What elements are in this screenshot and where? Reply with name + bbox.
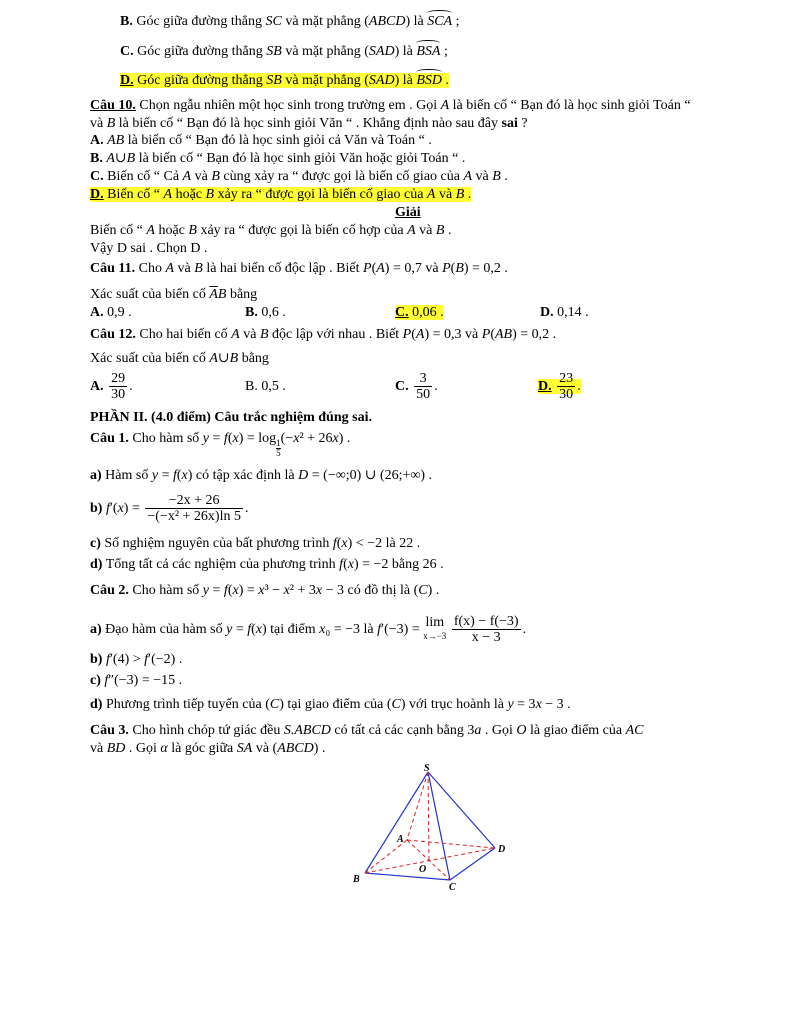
p2q1-stem: Câu 1. Cho hàm số y = f(x) = log $\frac{1}{5}$ (−x² + 26x) .	[90, 431, 351, 458]
q11-option-b: B. 0,6 .	[245, 305, 286, 320]
diagonal-bd	[365, 848, 495, 873]
height-so	[428, 772, 429, 860]
edge-sb	[365, 772, 428, 873]
q11-option-c-answer: C. 0,06 .	[395, 305, 444, 320]
q12-line1: Câu 12. Cho hai biến cố A và B độc lập với nhau . Biết P(A) = 0,3 và P(AB) = 0,2 .	[90, 327, 557, 342]
pyramid-figure	[345, 760, 515, 895]
label-s: S	[424, 763, 430, 774]
edge-bc	[365, 873, 450, 880]
p2q2-d: d) Phương trình tiếp tuyến của (C) tại giao điểm của (C) với trục hoành là y = 3x − 3 .	[90, 697, 571, 712]
edge-sa	[407, 772, 428, 840]
q10-line1: Câu 10. Chọn ngẫu nhiên một học sinh trong trường em . Gọi A là biến cố “ Bạn đó là học sinh giỏi Toán “	[90, 98, 691, 113]
option-b-previous: B. Góc giữa đường thẳng SC và mặt phẳng (ABCD) là SCA ;	[120, 14, 460, 29]
p2q2-a: a) Đạo hàm của hàm số y = f(x) tại điểm x₀ = −3 là f′(−3) = lim x→−3 $\frac{f(x) - f(-3)}{x - 3}$ .	[90, 614, 527, 646]
q10-option-a: A. AB là biến cố “ Bạn đó là học sinh giỏi cả Văn và Toán “ .	[90, 133, 432, 148]
part2-heading: PHẦN II. (4.0 điểm) Câu trắc nghiệm đúng sai.	[90, 410, 372, 425]
p2q3-line1: Câu 3. Cho hình chóp tứ giác đều S.ABCD có tất cả các cạnh bằng 3a . Gọi O là giao điểm của AC	[90, 723, 644, 738]
q11-option-a: A. 0,9 .	[90, 305, 132, 320]
q12-option-a: A. $\frac{29}{30}$ .	[90, 371, 133, 403]
q10-option-c: C. Biến cố “ Cả A và B cùng xảy ra “ được gọi là biến cố giao của A và B .	[90, 169, 508, 184]
label-o: O	[419, 864, 427, 875]
option-d-previous-answer: D. Góc giữa đường thẳng SB và mặt phẳng (SAD) là BSD .	[120, 73, 450, 88]
edge-sd	[428, 772, 495, 848]
solution-title: Giải	[395, 205, 421, 220]
label-c: C	[449, 882, 456, 893]
q10-option-b: B. A∪B là biến cố “ Bạn đó là học sinh giỏi Văn hoặc giỏi Toán “ .	[90, 151, 466, 166]
solution-line1: Biến cố “ A hoặc B xảy ra “ được gọi là biến cố hợp của A và B .	[90, 223, 452, 238]
p2q1-d: d) Tổng tất cả các nghiệm của phương trình f(x) = −2 bằng 26 .	[90, 557, 444, 572]
q10-option-d-answer: D. Biến cố “ A hoặc B xảy ra “ được gọi là biến cố giao của A và B .	[90, 187, 472, 202]
solution-line2: Vậy D sai . Chọn D .	[90, 241, 208, 256]
label-b: B	[353, 874, 360, 885]
q12-option-b: B. 0,5 .	[245, 379, 286, 394]
q11-line2: Xác suất của biến cố $\overline{A}B$ bằng	[90, 287, 258, 302]
pyramid-visible-edges	[365, 772, 495, 880]
p2q1-b: b) f′(x) = $\frac{-2x + 26}{\text{−(−x² + 26x)ln 5}}$ .	[90, 493, 249, 525]
option-c-previous: C. Góc giữa đường thẳng SB và mặt phẳng (SAD) là BSA ;	[120, 44, 448, 59]
p2q1-c: c) Số nghiệm nguyên của bất phương trình f(x) < −2 là 22 .	[90, 536, 421, 551]
label-d: D	[498, 844, 506, 855]
q12-option-c: C. $\frac{3}{50}$ .	[395, 371, 438, 403]
edge-ad	[407, 840, 495, 848]
p2q1-a: a) Hàm số y = f(x) có tập xác định là D = (−∞;0) ∪ (26;+∞) .	[90, 468, 433, 483]
q12-line2: Xác suất của biến cố A∪B bằng	[90, 351, 269, 366]
p2q2-b: b) f′(4) > f′(−2) .	[90, 652, 183, 667]
p2q3-line2: và BD . Gọi α là góc giữa SA và (ABCD) .	[90, 741, 326, 756]
q11-option-d: D. 0,14 .	[540, 305, 589, 320]
q11-line1: Câu 11. Cho A và B là hai biến cố độc lập . Biết P(A) = 0,7 và P(B) = 0,2 .	[90, 261, 508, 276]
q10-line2: và B là biến cố “ Bạn đó là học sinh giỏi Văn “ . Khẳng định nào sau đây sai ?	[90, 116, 528, 131]
q12-option-d-answer: D. $\frac{23}{30}$ .	[538, 371, 581, 403]
edge-cd	[450, 848, 495, 880]
p2q2-stem: Câu 2. Cho hàm số y = f(x) = x³ − x² + 3x − 3 có đồ thị là (C) .	[90, 583, 440, 598]
label-a: A	[397, 834, 404, 845]
p2q2-c: c) f″(−3) = −15 .	[90, 673, 183, 688]
edge-sc	[428, 772, 450, 880]
